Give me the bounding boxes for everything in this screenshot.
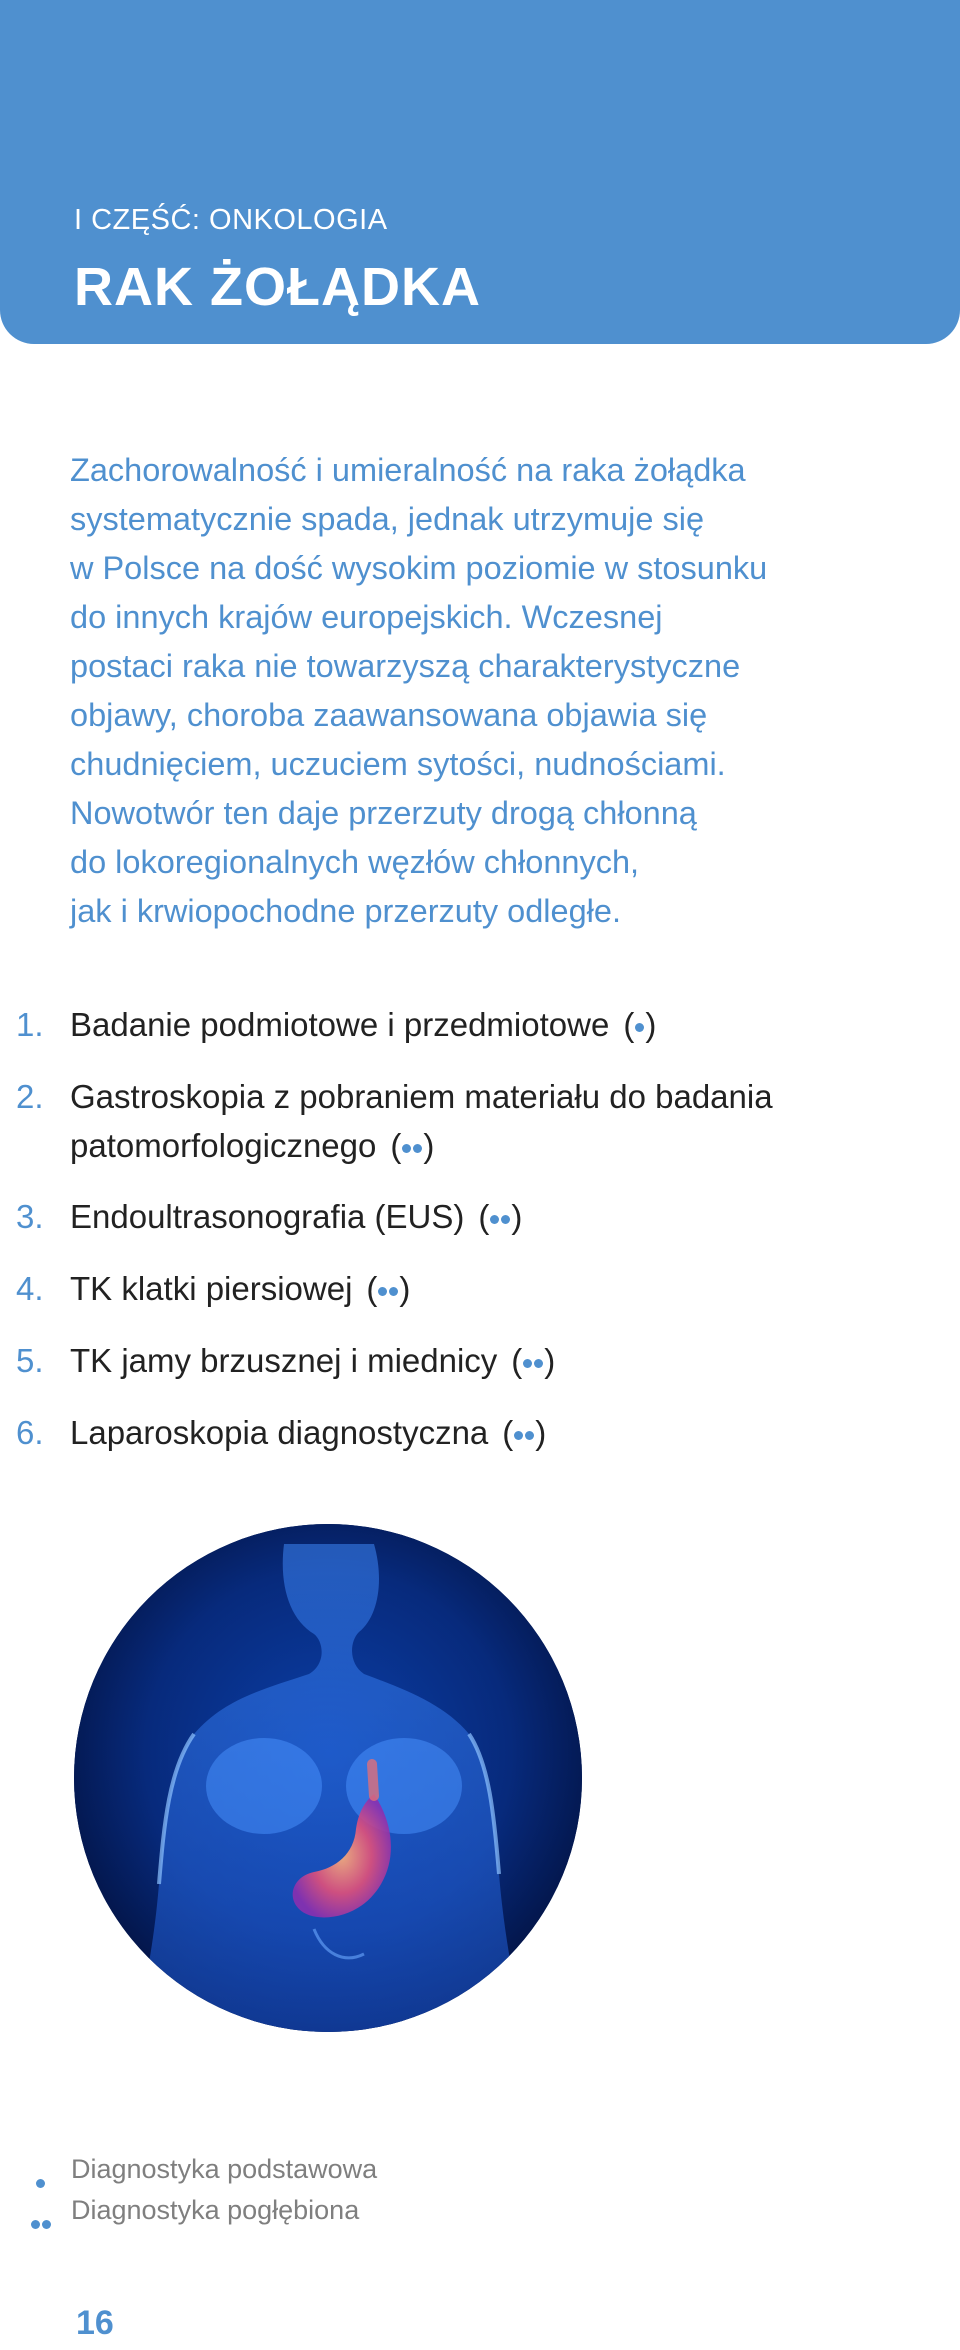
intro-line: objawy, choroba zaawansowana objawia się bbox=[70, 697, 708, 733]
list-item-number: 3. bbox=[16, 1198, 44, 1235]
diagnostic-level-marker: ( ) bbox=[511, 1342, 556, 1379]
diagnostic-level-marker: ( ) bbox=[623, 1006, 657, 1043]
page-title: RAK ŻOŁĄDKA bbox=[74, 257, 481, 317]
intro-line: systematycznie spada, jednak utrzymuje się bbox=[70, 501, 705, 537]
intro-line: do lokoregionalnych węzłów chłonnych, bbox=[70, 844, 640, 880]
intro-line: Zachorowalność i umieralność na raka żołądka bbox=[70, 452, 746, 488]
legend-dots-icon bbox=[30, 2167, 75, 2198]
body-silhouette-image bbox=[74, 1524, 582, 2032]
level-dot-icon bbox=[534, 1359, 543, 1368]
level-dot-icon bbox=[525, 1431, 534, 1440]
list-item-line: Laparoskopia diagnostyczna bbox=[70, 1414, 489, 1451]
legend-dots-icon bbox=[30, 2208, 70, 2239]
list-item-line: TK klatki piersiowej bbox=[70, 1270, 353, 1307]
list-item-line: Endoultrasonografia (EUS) bbox=[70, 1198, 465, 1235]
stomach-anatomy-illustration bbox=[74, 1524, 582, 2032]
list-item-text bbox=[70, 1264, 410, 1313]
intro-line: postaci raka nie towarzyszą charakterystyczne bbox=[70, 648, 741, 684]
list-item-line: patomorfologicznego bbox=[70, 1127, 377, 1164]
chapter-label: I CZĘŚĆ: ONKOLOGIA bbox=[74, 204, 388, 236]
intro-line: do innych krajów europejskich. Wczesnej bbox=[70, 599, 663, 635]
list-item-text bbox=[70, 1192, 522, 1241]
intro-line: Nowotwór ten daje przerzuty drogą chłonną bbox=[70, 795, 697, 831]
list-item-line: TK jamy brzusznej i miednicy bbox=[70, 1342, 498, 1379]
list-item-text bbox=[70, 1408, 546, 1457]
list-item-text bbox=[70, 1000, 656, 1049]
list-item-text bbox=[70, 1336, 555, 1385]
page-number: 16 bbox=[76, 2304, 114, 2342]
diagnostic-level-marker: ( ) bbox=[366, 1270, 411, 1307]
intro-line: w Polsce na dość wysokim poziomie w stosunku bbox=[70, 550, 768, 586]
list-item-text bbox=[70, 1072, 773, 1170]
level-dot-icon bbox=[402, 1144, 411, 1153]
list-item-number: 5. bbox=[16, 1342, 44, 1379]
diagnostic-level-marker: ( ) bbox=[478, 1198, 523, 1235]
level-dot-icon bbox=[36, 2179, 45, 2188]
list-item-number: 2. bbox=[16, 1078, 44, 1115]
level-dot-icon bbox=[635, 1023, 644, 1032]
level-dot-icon bbox=[42, 2220, 51, 2229]
level-dot-icon bbox=[389, 1287, 398, 1296]
diagnostic-level-marker: ( ) bbox=[390, 1127, 435, 1164]
intro-line: chudnięciem, uczuciem sytości, nudnościami. bbox=[70, 746, 726, 782]
intro-line: jak i krwiopochodne przerzuty odległe. bbox=[70, 893, 621, 929]
chapter-header bbox=[0, 0, 960, 344]
list-item-line: Gastroskopia z pobraniem materiału do badania bbox=[70, 1078, 773, 1115]
level-dot-icon bbox=[413, 1144, 422, 1153]
legend-label: Diagnostyka pogłębiona bbox=[71, 2195, 360, 2225]
list-item-number: 6. bbox=[16, 1414, 44, 1451]
diagnostic-level-marker: ( ) bbox=[502, 1414, 547, 1451]
level-dot-icon bbox=[378, 1287, 387, 1296]
level-dot-icon bbox=[523, 1359, 532, 1368]
list-item-number: 1. bbox=[16, 1006, 44, 1043]
level-dot-icon bbox=[490, 1215, 499, 1224]
level-dot-icon bbox=[501, 1215, 510, 1224]
list-item-line: Badanie podmiotowe i przedmiotowe bbox=[70, 1006, 610, 1043]
list-item-number: 4. bbox=[16, 1270, 44, 1307]
legend-label: Diagnostyka podstawowa bbox=[71, 2154, 378, 2184]
intro-paragraph bbox=[70, 446, 910, 936]
level-dot-icon bbox=[31, 2220, 40, 2229]
level-dot-icon bbox=[514, 1431, 523, 1440]
